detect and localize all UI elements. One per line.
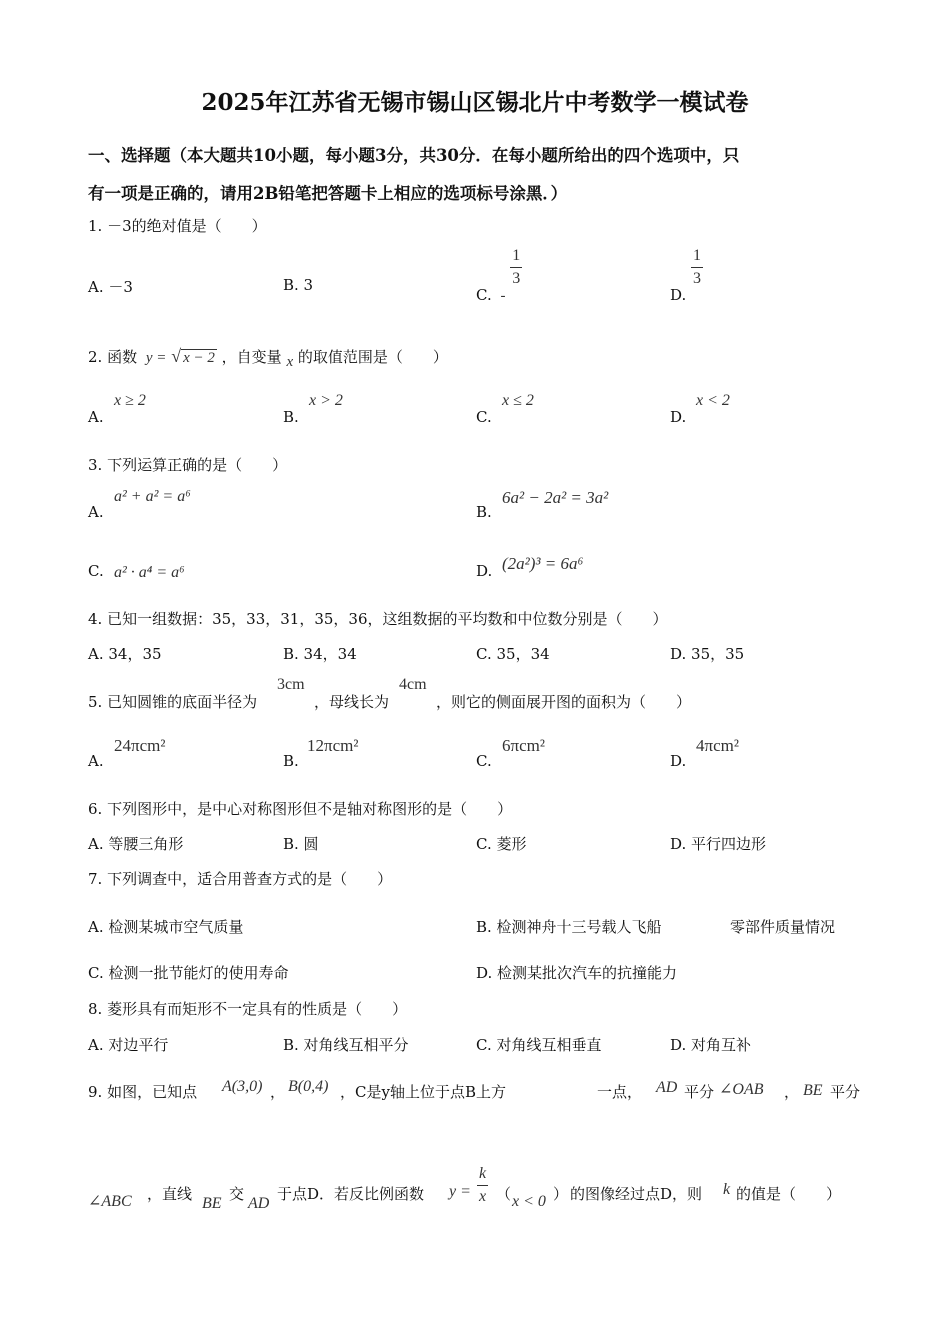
q3-option-d-expr: (2a²)³ = 6a⁶ [502, 554, 584, 573]
q9-angle-abc: ∠ABC [88, 1193, 132, 1210]
q5-option-c [476, 736, 636, 776]
q5-option-b [283, 736, 443, 776]
q7-option-d: D. 检测某批次汽车的抗撞能力 [476, 964, 678, 982]
q5-option-c-label: C. [476, 752, 492, 770]
q4-option-d: D. 35，35 [670, 645, 745, 663]
q9-fraction-numerator: k [477, 1166, 488, 1186]
q2-function-lhs: y = [145, 350, 167, 366]
q2-option-a-label: A. [88, 408, 104, 426]
q7-option-a: A. 检测某城市空气质量 [88, 918, 244, 936]
q9-point-a: A(3,0) [222, 1078, 263, 1095]
q9-text-2: ，C是y轴上位于点B上方 [340, 1083, 506, 1101]
q9-segment-be: BE [803, 1082, 823, 1099]
q9-text-4: 平分 [684, 1083, 715, 1101]
q4-option-b: B. 34，34 [283, 645, 357, 663]
q5-stem-text-3: ，则它的侧面展开图的面积为（ ） [436, 693, 692, 711]
q2-option-d [670, 392, 830, 432]
q5-option-d-expr: 4πcm² [696, 736, 739, 755]
q9-fraction [477, 1166, 488, 1205]
q3-option-b [476, 486, 776, 526]
q8-option-c: C. 对角线互相垂直 [476, 1036, 602, 1054]
q9-text-11: 的值是（ ） [736, 1185, 842, 1203]
q2-option-c-label: C. [476, 408, 492, 426]
q2-option-b-expr: x > 2 [309, 392, 343, 409]
q1-option-d-denominator: 3 [693, 270, 702, 287]
q1-option-c-denominator: 3 [512, 270, 521, 287]
q9-text-9: 于点D．若反比例函数 [277, 1185, 425, 1203]
q3-stem: 3. 下列运算正确的是（ ） [88, 456, 288, 474]
q6-option-b: B. 圆 [283, 835, 319, 853]
q2-option-b [283, 392, 443, 432]
q1-option-d-fraction [691, 248, 703, 287]
q6-option-c: C. 菱形 [476, 835, 527, 853]
q2-radicand: x − 2 [183, 350, 215, 366]
q7-option-c: C. 检测一批节能灯的使用寿命 [88, 964, 289, 982]
q8-option-a: A. 对边平行 [88, 1036, 169, 1054]
q1-option-b: B. 3 [283, 276, 314, 294]
q1-option-d-label: D. [670, 285, 687, 304]
q7-option-b-tail: 零部件质量情况 [730, 918, 836, 936]
q9-k-over-x [477, 1166, 488, 1205]
q3-option-d [476, 552, 776, 592]
q5-stem-text-2: ，母线长为 [314, 693, 390, 711]
q9-condition-open: （ [496, 1185, 512, 1203]
q4-option-c: C. 35，34 [476, 645, 550, 663]
q9-angle-oab: ∠OAB [719, 1081, 764, 1098]
q6-option-d: D. 平行四边形 [670, 835, 767, 853]
q1-option-a: A. －3 [88, 278, 133, 296]
q2-stem [88, 346, 448, 370]
q5-option-b-label: B. [283, 752, 299, 770]
q3-option-a-expr: a² + a² = a⁶ [114, 488, 191, 505]
q9-text-5: ， [784, 1083, 800, 1101]
q9-line-be: BE [202, 1195, 222, 1212]
q1-option-c-numerator: 1 [510, 248, 522, 268]
q5-option-a-label: A. [88, 752, 104, 770]
q3-option-b-label: B. [476, 503, 492, 521]
q2-sqrt-sign: √ [171, 346, 182, 366]
q2-option-c [476, 392, 636, 432]
q5-option-a-expr: 24πcm² [114, 736, 166, 755]
q5-option-c-expr: 6πcm² [502, 736, 545, 755]
q5-stem-text-1: 5. 已知圆锥的底面半径为 [88, 693, 258, 711]
q6-stem: 6. 下列图形中，是中心对称图形但不是轴对称图形的是（ ） [88, 800, 513, 818]
q3-option-a-label: A. [88, 503, 104, 521]
q2-option-d-expr: x < 2 [696, 392, 730, 409]
q2-stem-text-3: 的取值范围是（ ） [297, 348, 448, 366]
q5-radius: 3cm [277, 676, 305, 693]
q9-fraction-denominator: x [479, 1188, 487, 1205]
q9-comma: ， [270, 1083, 286, 1101]
q1-option-c-fraction [510, 248, 522, 287]
q4-stem: 4. 已知一组数据：35，33，31，35，36，这组数据的平均数和中位数分别是（ ） [88, 610, 668, 628]
q3-option-c-label: C. [88, 562, 104, 580]
q9-segment-ad: AD [656, 1079, 678, 1096]
q3-option-c-expr: a² · a⁴ = a⁶ [114, 564, 185, 581]
q9-text-6: 平分 [830, 1083, 861, 1101]
q4-option-a: A. 34，35 [88, 645, 162, 663]
q9-text-10: 的图像经过点D，则 [570, 1185, 703, 1203]
q9-condition-close: ） [553, 1185, 569, 1203]
q5-slant-length: 4cm [399, 676, 427, 693]
page-title: 2025年江苏省无锡市锡山区锡北片中考数学一模试卷 [201, 89, 749, 116]
q3-option-a [88, 486, 388, 526]
q1-option-d [670, 247, 703, 304]
section-heading-line-2: 有一项是正确的，请用2B铅笔把答题卡上相应的选项标号涂黑．） [88, 184, 568, 203]
q8-option-b: B. 对角线互相平分 [283, 1036, 409, 1054]
q9-point-b: B(0,4) [288, 1078, 329, 1095]
q2-variable: x [286, 354, 294, 370]
q5-option-d [670, 736, 830, 776]
q2-stem-text-2: ，自变量 [221, 348, 282, 366]
q3-option-b-expr: 6a² − 2a² = 3a² [502, 488, 609, 507]
q9-condition: x < 0 [512, 1193, 546, 1210]
q1-option-c [476, 247, 522, 304]
q1-option-d-numerator: 1 [691, 248, 703, 268]
q3-option-d-label: D. [476, 562, 493, 580]
q9-k-symbol: k [723, 1181, 731, 1198]
q9-function-lhs: y = [449, 1183, 471, 1200]
section-heading-line-1: 一、选择题（本大题共10小题，每小题3分，共30分．在每小题所给出的四个选项中，只 [88, 146, 740, 165]
q9-text-1: 9. 如图，已知点 [88, 1083, 198, 1101]
q9-text-3: 一点， [597, 1083, 643, 1101]
q1-stem: 1. －3的绝对值是（ ） [88, 217, 267, 235]
q5-option-b-expr: 12πcm² [307, 736, 359, 755]
q9-text-7: ，直线 [147, 1185, 193, 1203]
q1-option-c-sign: - [500, 287, 506, 304]
q1-option-c-label: C. [476, 285, 492, 304]
q2-option-c-expr: x ≤ 2 [502, 392, 534, 409]
q3-option-c [88, 556, 388, 596]
q8-option-d: D. 对角互补 [670, 1036, 752, 1054]
q2-option-a [88, 392, 248, 432]
q2-stem-text-1: 2. 函数 [88, 348, 138, 366]
q9-line-ad: AD [248, 1195, 270, 1212]
q9-text-8: 交 [229, 1185, 245, 1203]
q2-option-b-label: B. [283, 408, 299, 426]
q7-option-b: B. 检测神舟十三号载人飞船 [476, 918, 662, 936]
q8-stem: 8. 菱形具有而矩形不一定具有的性质是（ ） [88, 1000, 408, 1018]
q2-option-a-expr: x ≥ 2 [114, 392, 146, 409]
q5-option-a [88, 736, 248, 776]
q7-stem: 7. 下列调查中，适合用普查方式的是（ ） [88, 870, 393, 888]
q6-option-a: A. 等腰三角形 [88, 835, 184, 853]
q2-option-d-label: D. [670, 408, 687, 426]
q5-option-d-label: D. [670, 752, 687, 770]
